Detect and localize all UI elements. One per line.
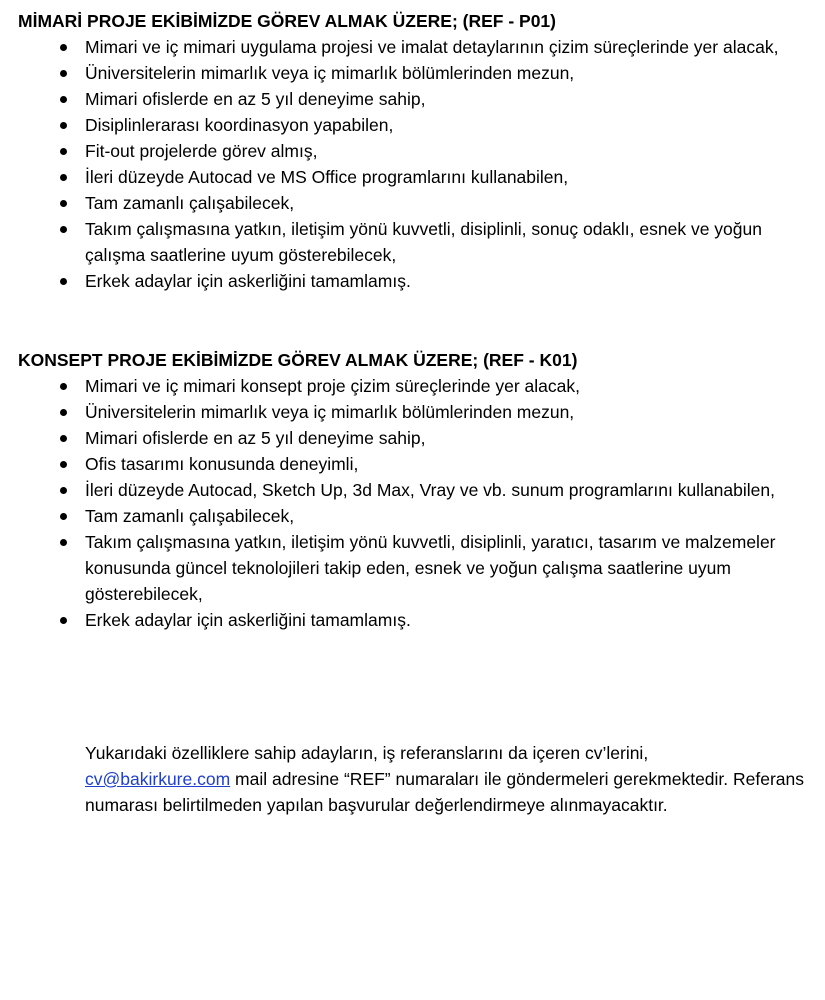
list-item-text: Ofis tasarımı konusunda deneyimli, — [85, 454, 359, 474]
list-item — [18, 477, 795, 503]
bullet-icon — [60, 617, 67, 624]
bullet-icon — [60, 148, 67, 155]
list-item-text: Fit-out projelerde görev almış, — [85, 141, 318, 161]
list-item-text: İleri düzeyde Autocad, Sketch Up, 3d Max, Vray ve vb. sunum programlarını kullanabilen, — [85, 480, 775, 500]
list-item — [18, 34, 795, 60]
bullet-icon — [60, 487, 67, 494]
section-heading: KONSEPT PROJE EKİBİMİZDE GÖREV ALMAK ÜZERE; (REF - K01) — [18, 350, 578, 370]
list-item — [18, 86, 795, 112]
list-item — [18, 138, 795, 164]
list-item — [18, 399, 795, 425]
bullet-icon — [60, 539, 67, 546]
list-item — [18, 112, 795, 138]
list-item-text: Üniversitelerin mimarlık veya iç mimarlık bölümlerinden mezun, — [85, 63, 575, 83]
requirements-list — [18, 34, 808, 294]
bullet-icon — [60, 70, 67, 77]
list-item-text: Mimari ofislerde en az 5 yıl deneyime sahip, — [85, 428, 426, 448]
list-item — [18, 60, 795, 86]
bullet-icon — [60, 278, 67, 285]
section-heading: MİMARİ PROJE EKİBİMİZDE GÖREV ALMAK ÜZERE; (REF - P01) — [18, 11, 556, 31]
list-item — [18, 373, 795, 399]
email-link[interactable]: cv@bakirkure.com — [85, 769, 231, 789]
list-item-text: Disiplinlerarası koordinasyon yapabilen, — [85, 115, 394, 135]
list-item-text: Mimari ve iç mimari konsept proje çizim süreçlerinde yer alacak, — [85, 376, 581, 396]
bullet-icon — [60, 122, 67, 129]
bullet-icon — [60, 226, 67, 233]
list-item — [18, 503, 795, 529]
list-item — [18, 451, 795, 477]
application-instructions — [85, 740, 805, 818]
instructions-rest: mail adresine “REF” numaraları ile göndermeleri gerekmektedir. Referans numarası belirtilmeden yapılan başvurular değerlendirmeye alınmayacaktır. — [85, 769, 805, 815]
list-item-text: Tam zamanlı çalışabilecek, — [85, 193, 295, 213]
section-ref-p01 — [18, 8, 808, 294]
list-item-text: Erkek adaylar için askerliğini tamamlamış. — [85, 610, 411, 630]
list-item-text: Mimari ofislerde en az 5 yıl deneyime sahip, — [85, 89, 426, 109]
list-item — [18, 425, 795, 451]
list-item — [18, 607, 795, 633]
list-item-text: Üniversitelerin mimarlık veya iç mimarlık bölümlerinden mezun, — [85, 402, 575, 422]
bullet-icon — [60, 383, 67, 390]
bullet-icon — [60, 96, 67, 103]
bullet-icon — [60, 174, 67, 181]
bullet-icon — [60, 513, 67, 520]
list-item-text: Takım çalışmasına yatkın, iletişim yönü kuvvetli, disiplinli, yaratıcı, tasarım ve malzemeler konusunda güncel teknolojileri takip eden, esnek ve yoğun çalışma saatlerine uyum gösterebilecek, — [85, 532, 776, 604]
list-item — [18, 268, 795, 294]
list-item — [18, 529, 795, 607]
bullet-icon — [60, 44, 67, 51]
instructions-intro: Yukarıdaki özelliklere sahip adayların, iş referanslarını da içeren cv’lerini, — [85, 743, 649, 763]
list-item — [18, 216, 795, 268]
requirements-list — [18, 373, 808, 633]
bullet-icon — [60, 435, 67, 442]
list-item-text: İleri düzeyde Autocad ve MS Office programlarını kullanabilen, — [85, 167, 569, 187]
bullet-icon — [60, 409, 67, 416]
list-item-text: Tam zamanlı çalışabilecek, — [85, 506, 295, 526]
list-item-text: Takım çalışmasına yatkın, iletişim yönü kuvvetli, disiplinli, sonuç odaklı, esnek ve yoğun çalışma saatlerine uyum gösterebilecek, — [85, 219, 762, 265]
list-item — [18, 164, 795, 190]
list-item-text: Mimari ve iç mimari uygulama projesi ve imalat detaylarının çizim süreçlerinde yer alacak, — [85, 37, 779, 57]
list-item — [18, 190, 795, 216]
bullet-icon — [60, 200, 67, 207]
section-ref-k01 — [18, 347, 808, 633]
list-item-text: Erkek adaylar için askerliğini tamamlamış. — [85, 271, 411, 291]
bullet-icon — [60, 461, 67, 468]
